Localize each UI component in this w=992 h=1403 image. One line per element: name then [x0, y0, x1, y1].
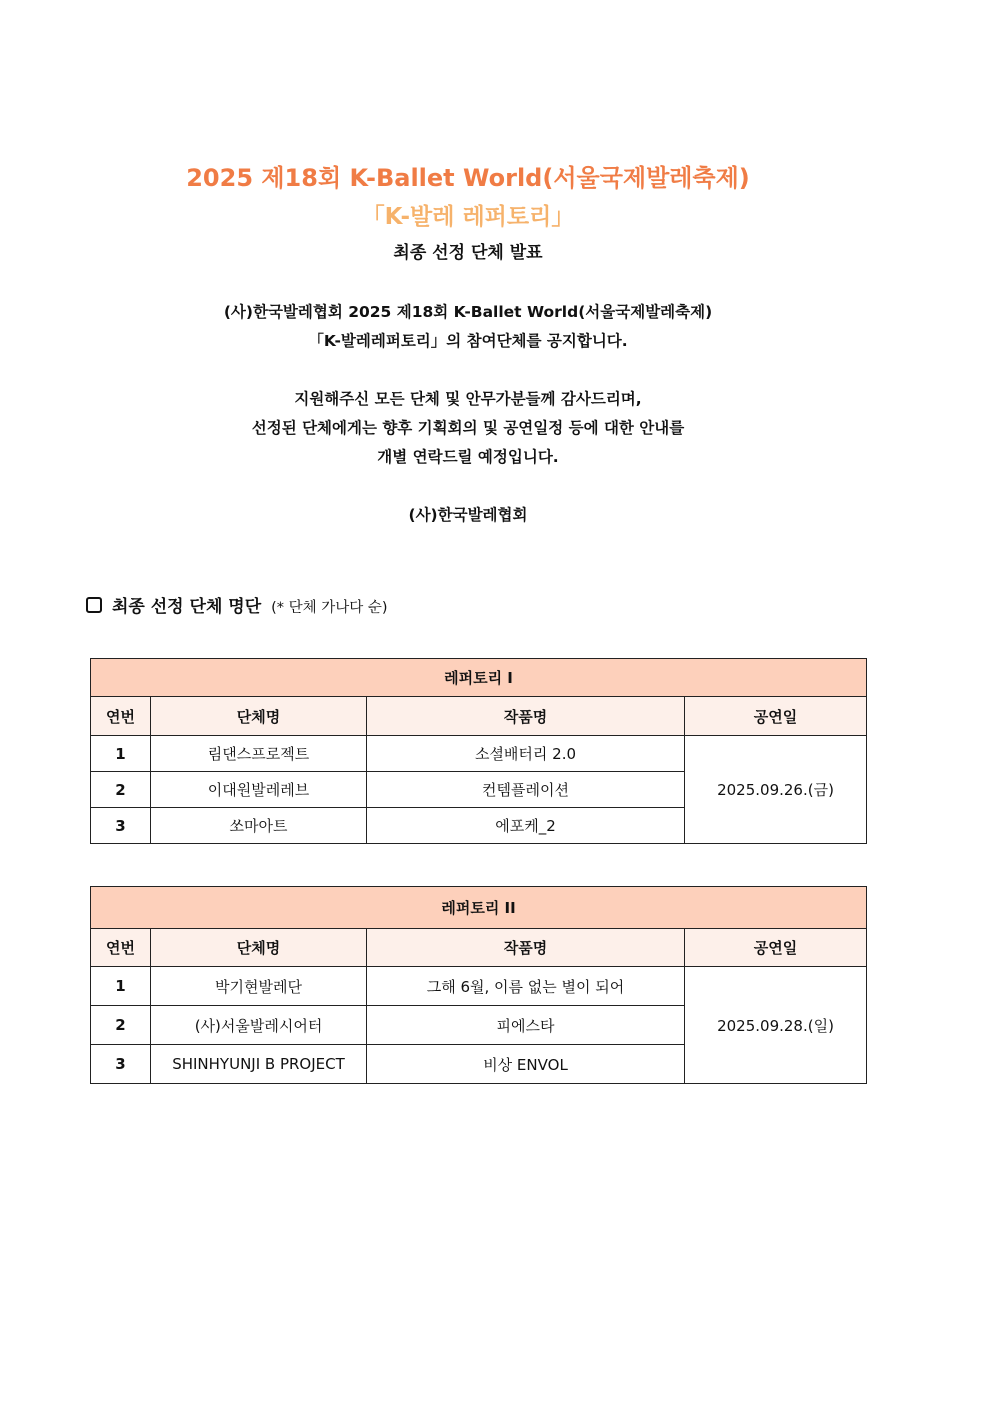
row-number: 3: [91, 808, 151, 844]
table-row: [91, 967, 867, 1006]
column-header-no: 연번: [91, 697, 151, 736]
row-number: 2: [91, 1006, 151, 1045]
work-title: 그해 6월, 이름 없는 별이 되어: [367, 967, 685, 1006]
group-name: (사)서울발레시어터: [151, 1006, 367, 1045]
performance-date: 2025.09.28.(일): [685, 967, 867, 1084]
row-number: 1: [91, 736, 151, 772]
table-caption: 레퍼토리 II: [91, 887, 867, 929]
row-number: 2: [91, 772, 151, 808]
notice-signature: (사)한국발레협회: [408, 506, 528, 524]
column-header-group: 단체명: [151, 929, 367, 967]
notice-line: 선정된 단체에게는 향후 기획회의 및 공연일정 등에 대한 안내를: [251, 419, 685, 437]
table-caption: 레퍼토리 I: [91, 659, 867, 697]
group-name: 림댄스프로젝트: [151, 736, 367, 772]
work-title: 소셜배터리 2.0: [367, 736, 685, 772]
column-header-date: 공연일: [685, 929, 867, 967]
notice-line: 지원해주신 모든 단체 및 안무가분들께 감사드리며,: [294, 390, 642, 408]
work-title: 피에스타: [367, 1006, 685, 1045]
column-header-group: 단체명: [151, 697, 367, 736]
festival-title: 2025 제18회 K-Ballet World(서울국제발레축제): [186, 164, 750, 192]
column-header-no: 연번: [91, 929, 151, 967]
column-header-work: 작품명: [367, 929, 685, 967]
announcement-title: 최종 선정 단체 발표: [393, 243, 543, 263]
row-number: 1: [91, 967, 151, 1006]
group-name: SHINHYUNJI B PROJECT: [151, 1045, 367, 1084]
notice-line: 개별 연락드릴 예정입니다.: [377, 448, 559, 466]
notice-line: (사)한국발레협회 2025 제18회 K-Ballet World(서울국제발레축제): [223, 303, 713, 321]
notice-text: [0, 298, 936, 530]
work-title: 비상 ENVOL: [367, 1045, 685, 1084]
group-name: 이대원발레레브: [151, 772, 367, 808]
work-title: 에포케_2: [367, 808, 685, 844]
section-note: (* 단체 가나다 순): [271, 600, 388, 616]
document-header: [0, 160, 936, 268]
group-name: 쏘마아트: [151, 808, 367, 844]
checkbox-square-icon: [86, 597, 102, 613]
repertoire-table-2: [90, 886, 867, 1084]
column-header-date: 공연일: [685, 697, 867, 736]
column-header-work: 작품명: [367, 697, 685, 736]
performance-date: 2025.09.26.(금): [685, 736, 867, 844]
group-name: 박기현발레단: [151, 967, 367, 1006]
notice-line: 「K-발레레퍼토리」의 참여단체를 공지합니다.: [308, 332, 628, 350]
row-number: 3: [91, 1045, 151, 1084]
section-heading: [86, 594, 388, 621]
work-title: 컨템플레이션: [367, 772, 685, 808]
program-title: 「K-발레 레퍼토리」: [361, 204, 575, 230]
repertoire-table-1: [90, 658, 867, 844]
section-title-text: 최종 선정 단체 명단: [112, 597, 262, 617]
table-row: [91, 736, 867, 772]
